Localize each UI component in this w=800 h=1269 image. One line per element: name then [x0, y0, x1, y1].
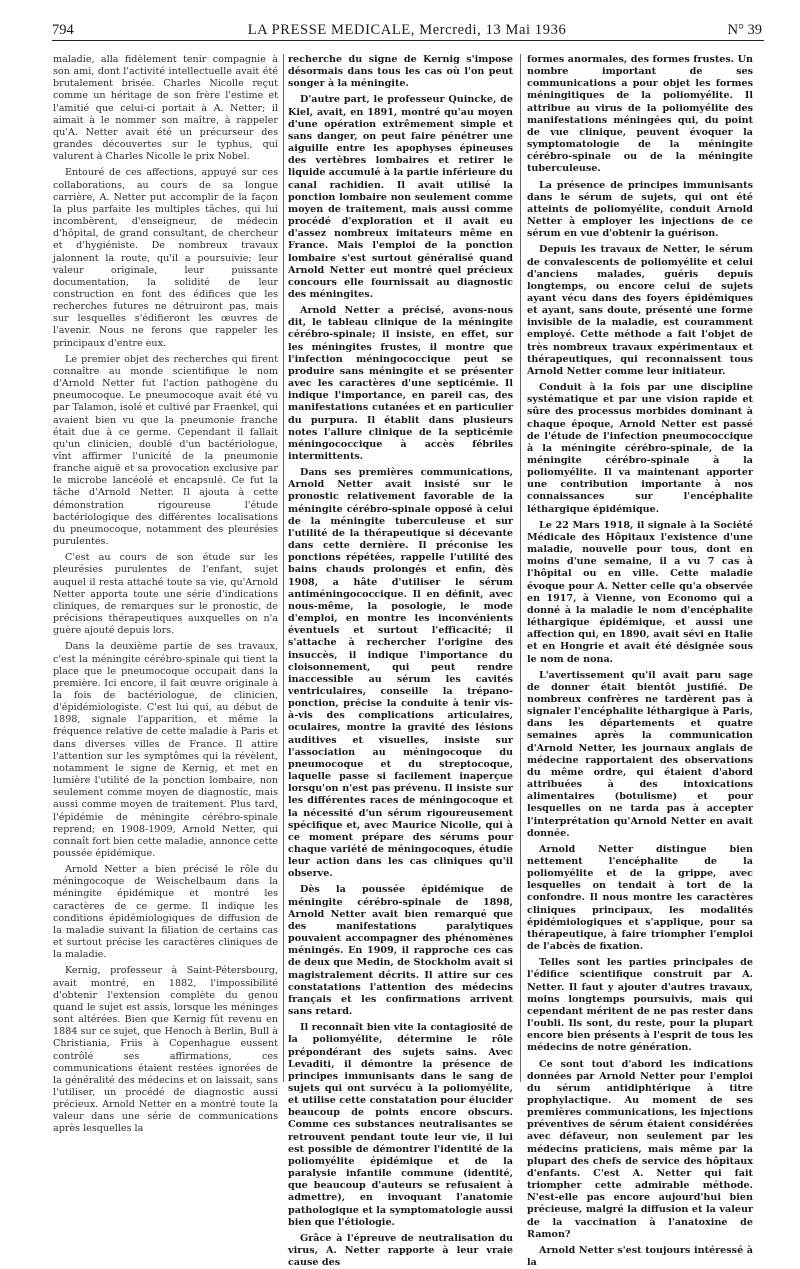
- paragraph: Grâce à l'épreuve de neutralisation du virus, A. Netter rapporte à leur vraie cause des: [288, 1232, 513, 1269]
- paragraph: Telles sont les parties principales de l'édifice scientifique construit par A. Netter. Il faut y ajouter d'autres travaux, moins longtemps poursuivis, mais qui cependant méritent de ne pas rester dans l'oubli. Ils sont, du reste, pour la plupart encore bien présents à l'esprit de tous les médecins de notre génération.: [527, 957, 753, 1054]
- paragraph: Arnold Netter a précisé, avons-nous dit, le tableau clinique de la méningite cérébro-spinale; il insiste, en effet, sur les méningites frustes, il montre que l'infection méningococcique peut se produire sans méningite et se présenter avec les caractères d'une septicémie. Il indique l'importance, en pareil cas, des manifestations cutanées et en particulier du purpura. Il établit dans plusieurs notes l'allure clinique de la septicémie méningococcique à accès fébriles intermittents.: [288, 305, 513, 462]
- paragraph: C'est au cours de son étude sur les pleurésies purulentes de l'enfant, sujet auquel il resta attaché toute sa vie, qu'Arnold Netter apporta toute une série d'indications cliniques, de remarques sur le pronostic, de précisions thérapeutiques auxquelles on n'a guère ajouté depuis lors.: [53, 552, 278, 637]
- paragraph: formes anormales, des formes frustes. Un nombre important de ses communications a pour objet les formes méningitiques de la poliomyélite. Il attribue au virus de la poliomyélite des manifestations méningées qui, du point de vue clinique, peuvent évoquer la symptomatologie de la méningite cérébro-spinale ou de la méningite tuberculeuse.: [527, 54, 753, 175]
- paragraph: Le 22 Mars 1918, il signale à la Société Médicale des Hôpitaux l'existence d'une maladie, nouvelle pour tous, dont en moins d'une semaine, il a vu 7 cas à l'hôpital ou en ville. Cette maladie évoque pour A. Netter celle qu'a observée en 1917, à Vienne, von Economo qui a donné à la maladie le nom d'encéphalite léthargique épidémique, et aussi une affection qui, en 1890, avait sévi en Italie et en Hongrie et avait été désignée sous le nom de nona.: [527, 519, 753, 665]
- paragraph: Depuis les travaux de Netter, le sérum de convalescents de poliomyélite et celui d'anciens malades, guéris depuis longtemps, ou encore celui de sujets ayant vécu dans des foyers épidémiques et ayant, sans doute, présenté une forme invisible de la maladie, est couramment employé. Cette méthode a fait l'objet de très nombreux travaux expérimentaux et thérapeutiques, qui reconnaissent tous Arnold Netter comme leur initiateur.: [527, 244, 753, 377]
- column-divider: [283, 54, 284, 1082]
- paragraph: D'autre part, le professeur Quincke, de Kiel, avait, en 1891, montré qu'au moyen d'une opération extrêmement simple et sans danger, on peut faire pénétrer une aiguille entre les apophyses épineuses des vertèbres lombaires et retirer le liquide accumulé à la partie inférieure du canal rachidien. Il avait utilisé la ponction lombaire non seulement comme moyen de traitement, mais aussi comme procédé d'exploration et il avait eu d'assez nombreux imitateurs même en France. Mais l'emploi de la ponction lombaire s'est surtout généralisé quand Arnold Netter eut montré quel précieux concours elle fournissait au diagnostic des méningites.: [288, 94, 513, 300]
- paragraph: Il reconnaît bien vite la contagiosité de la poliomyélite, détermine le rôle prépondérant des sujets sains. Avec Levaditi, il démontre la présence de principes immunisants dans le sang de sujets qui ont survécu à la poliomyélite, et utilise cette constatation pour élucider beaucoup de points encore obscurs. Comme ces substances neutralisantes se retrouvent pendant toute leur vie, il lui est possible de démontrer l'identité de la poliomyélite épidémique et de la paralysie infantile commune (identité, que beaucoup d'auteurs se refusaient à admettre), en invoquant l'anatomie pathologique et la symptomatologie aussi bien que l'étiologie.: [288, 1022, 513, 1228]
- paragraph: Arnold Netter s'est toujours intéressé à la: [527, 1244, 753, 1268]
- text-column-2: [288, 54, 513, 1269]
- text-column-1: [53, 54, 279, 1135]
- paragraph: Entouré de ces affections, appuyé sur ces collaborations, au cours de sa longue carrière, A. Netter put accomplir de la façon la plus parfaite les multiples tâches, qui lui incombèrent, d'enseigneur, de médecin d'hôpital, de grand consultant, de chercheur et d'hygiéniste. De nombreux travaux jalonnent la route, qu'il a poursuivie; leur valeur originale, leur puissante documentation, la solidité de leur construction en font des édifices que les recherches futures ne détruiront pas, mais sur lesquelles s'édifieront les œuvres de l'avenir. Nous ne ferons que rappeler les principaux d'entre eux.: [53, 167, 278, 349]
- paragraph: recherche du signe de Kernig s'impose désormais dans tous les cas où l'on peut songer à la méningite.: [288, 54, 513, 90]
- column-divider: [520, 54, 521, 1082]
- paragraph: L'avertissement qu'il avait paru sage de donner était bientôt justifié. De nombreux confrères ne tardèrent pas à signaler l'encéphalite léthargique à Paris, dans les départements et quatre semaines après la communication d'Arnold Netter, les journaux anglais de médecine rapportaient des observations du même ordre, qui étaient d'abord attribuées à des intoxications alimentaires (botulisme) et pour lesquelles on ne tarda pas à accepter l'interprétation qu'Arnold Netter en avait donnée.: [527, 669, 753, 839]
- paragraph: maladie, alla fidèlement tenir compagnie à son ami, dont l'activité intellectuelle avait été brutalement brisée. Charles Nicolle reçut comme un héritage de son frère l'estime et l'amitié que celui-ci portait à A. Netter; il aimait à le nommer son maître, à rappeler qu'A. Netter avait été un précurseur des grandes découvertes sur le typhus, qui valurent à Charles Nicolle le prix Nobel.: [53, 54, 278, 163]
- paragraph: La présence de principes immunisants dans le sérum de sujets, qui ont été atteints de poliomyélite, conduit Arnold Netter à employer les injections de ce sérum en vue d'obtenir la guérison.: [527, 179, 753, 240]
- paragraph: Arnold Netter distingue bien nettement l'encéphalite de la poliomyélite et de la grippe, avec lesquelles on tendait à tort de la confondre. Il nous montre les caractères cliniques principaux, les modalités épidémiologiques et s'applique, pour sa thérapeutique, à faire triompher l'emploi de l'abcès de fixation.: [527, 843, 753, 953]
- text-column-3: [527, 54, 753, 1268]
- page-header: [52, 22, 762, 42]
- paragraph: Le premier objet des recherches qui firent connaître au monde scientifique le nom d'Arnold Netter fut l'action pathogène du pneumocoque. Le pneumocoque avait été vu par Talamon, isolé et cultivé par Fraenkel, qui avaient bien vu que la pneumonie franche était due à ce germe. Cependant il fallait qu'un clinicien, doublé d'un bactériologue, vînt affirmer l'unicité de la pneumonie franche aiguë et sa provocation exclusive par le microbe lancéolé et encapsulé. Ce fut la tâche d'Arnold Netter. Il ajouta à cette démonstration rigoureuse l'étude bactériologique des différentes localisations du pneumocoque, notamment des pleurésies purulentes.: [53, 353, 279, 548]
- paragraph: Arnold Netter a bien précisé le rôle du méningocoque de Weischelbaum dans la méningite épidémique et montré les caractères de ce germe. Il indique les conditions épidémiologiques de diffusion de la maladie suivant la filiation de certains cas et surtout précise les caractères cliniques de la maladie.: [53, 864, 278, 961]
- paragraph: Ce sont tout d'abord les indications données par Arnold Netter pour l'emploi du sérum antidiphtérique à titre prophylactique. Au moment de ses premières communications, les injections préventives de sérum étaient considérées avec défaveur, non seulement par les médecins praticiens, mais même par la plupart des chefs de service des hôpitaux d'enfants. C'est A. Netter qui fait triompher cette admirable méthode. N'est-elle pas encore aujourd'hui bien précieuse, malgré la diffusion et la valeur de la vaccination à l'anatoxine de Ramon?: [527, 1058, 753, 1240]
- issue-number: N° 39: [727, 22, 762, 38]
- paragraph: Dans ses premières communications, Arnold Netter avait insisté sur le pronostic relativement favorable de la méningite cérébro-spinale opposé à celui de la méningite tuberculeuse et sur l'utilité de la thérapeutique si décevante dans cette dernière. Il préconise les ponctions répétées, rappelle l'utilité des bains chauds prolongés et enfin, dès 1908, a hâte d'utiliser le sérum antiméningococcique. Il en définit, avec nous-même, la posologie, le mode d'emploi, en montre les inconvénients éventuels et surtout l'efficacité; il s'attache à rechercher l'origine des insuccès, il indique l'importance du cloisonnement, qui peut rendre inaccessible au sérum les cavités ventriculaires, conseille la trépano-ponction, précise la conduite à tenir vis-à-vis des complications articulaires, oculaires, montre la gravité des lésions auditives et visuelles, insiste sur l'association au méningocoque du pneumocoque et du streptocoque, laquelle passe si facilement inaperçue lorsqu'on n'est pas prévenu. Il insiste sur les différentes races de méningocoque et la nécessité d'un sérum rigoureusement spécifique et, avec Maurice Nicolle, qui à ce moment prépare des sérums pour chaque variété de méningocoques, étudie leur action dans les cas cliniques qu'il observe.: [288, 467, 513, 880]
- paragraph: Dans la deuxième partie de ses travaux, c'est la méningite cérébro-spinale qui tient la place que le pneumocoque occupait dans la première. Ici encore, il fait œuvre originale à la fois de bactériologue, de clinicien, d'épidémiologiste. C'est lui qui, au début de 1898, signale l'apparition, et même la fréquence relative de cette maladie à Paris et dans diverses villes de France. Il attire l'attention sur les symptômes qui la révèlent, notamment le signe de Kernig, et met en lumière l'utilité de la ponction lombaire, non seulement comme moyen de diagnostic, mais aussi comme moyen de traitement. Plus tard, l'épidémie de méningite cérébro-spinale reprend; en 1908-1909, Arnold Netter, qui connaît fort bien cette maladie, annonce cette poussée épidémique.: [53, 641, 278, 859]
- paragraph: Dès la poussée épidémique de méningite cérébro-spinale de 1898, Arnold Netter avait bien remarqué que des manifestations paralytiques pouvaient accompagner des phénomènes méningés. En 1909, il rapproche ces cas de deux que Medin, de Stockholm avait si magistralement décrits. Il attire sur ces constatations l'attention des médecins français et les confirmations arrivent sans retard.: [288, 884, 513, 1018]
- journal-title: LA PRESSE MEDICALE, Mercredi, 13 Mai 1936: [247, 22, 567, 38]
- paragraph: Conduit à la fois par une discipline systématique et par une vision rapide et sûre des processus morbides dominant à chaque époque, Arnold Netter est passé de l'étude de l'infection pneumococcique à la méningite cérébro-spinale, de la méningite cérébro-spinale à la poliomyélite. Il va maintenant apporter une contribution importante à nos connaissances sur l'encéphalite léthargique épidémique.: [527, 382, 753, 515]
- paragraph: Kernig, professeur à Saint-Pétersbourg, avait montré, en 1882, l'impossibilité d'obtenir l'extension complète du genou quand le sujet est assis, lorsque les méninges sont altérées. Bien que Kernig fût revenu en 1884 sur ce sujet, que Henoch à Berlin, Bull à Christiania, Friis à Copenhague eussent contrôlé ses affirmations, ces communications étaient restées ignorées de la généralité des médecins et on laissait, sans l'utiliser, un procédé de diagnostic aussi précieux. Arnold Netter en a montré toute la valeur dans une série de communications après lesquelles la: [53, 965, 278, 1135]
- page-number: 794: [52, 22, 74, 38]
- header-rule: [52, 40, 764, 41]
